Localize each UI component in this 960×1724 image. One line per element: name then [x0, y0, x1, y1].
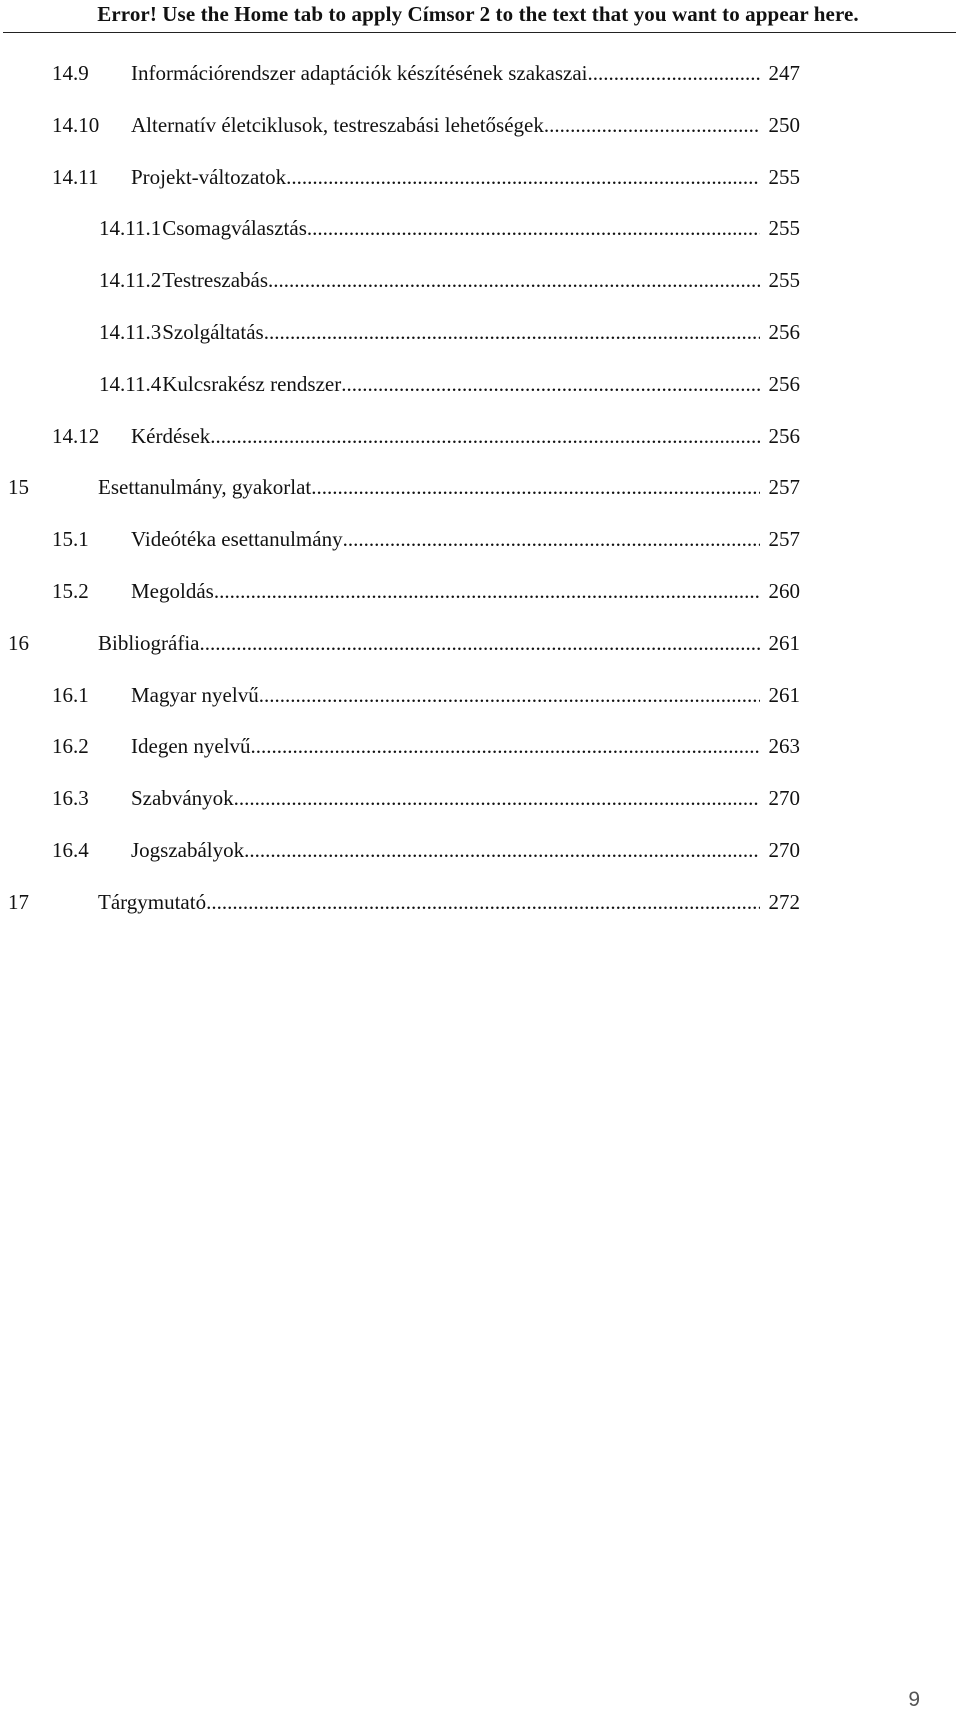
toc-leader-dots	[264, 318, 760, 346]
toc-entry-number: 14.11.4	[99, 372, 162, 396]
toc-entry-title-wrap	[131, 422, 760, 450]
toc-entry-number: 16.4	[52, 838, 89, 862]
toc-entry-title-wrap	[131, 681, 760, 709]
toc-entry[interactable]	[0, 784, 960, 812]
toc-leader-dots	[234, 784, 760, 812]
toc-entry-page: 255	[768, 165, 800, 189]
page-header	[0, 0, 960, 34]
toc-entry-number: 15.1	[52, 527, 89, 551]
toc-entry-page: 263	[768, 734, 800, 758]
toc-entry-title: Jogszabályok	[131, 838, 245, 862]
toc-entry-title: Szabványok	[131, 786, 234, 810]
header-rule	[3, 32, 956, 33]
toc-entry-title-wrap	[131, 836, 760, 864]
toc-entry-number: 14.9	[52, 61, 89, 85]
toc-entry-title: Alternatív életciklusok, testreszabási lehetőségek	[131, 113, 544, 137]
toc-entry-page: 261	[768, 631, 800, 655]
toc-entry-page: 256	[768, 372, 800, 396]
toc-entry-title-wrap	[162, 214, 760, 242]
toc-entry-title-wrap	[131, 577, 760, 605]
toc-entry-title: Információrendszer adaptációk készítésének szakaszai	[131, 61, 588, 85]
toc-entry[interactable]	[0, 473, 960, 501]
toc-entry-title-wrap	[162, 266, 760, 294]
toc-leader-dots	[199, 629, 760, 657]
toc-leader-dots	[588, 59, 760, 87]
toc-leader-dots	[286, 163, 760, 191]
toc-entry-title-wrap	[98, 888, 760, 916]
toc-entry-title-wrap	[131, 525, 760, 553]
toc-entry-page: 257	[768, 475, 800, 499]
toc-entry-title: Testreszabás	[162, 268, 269, 292]
toc-entry-page: 261	[768, 683, 800, 707]
toc-entry-title: Bibliográfia	[98, 631, 200, 655]
toc-entry-title-wrap	[98, 473, 760, 501]
toc-entry-number: 15.2	[52, 579, 89, 603]
toc-entry-number: 14.12	[52, 424, 100, 448]
toc-entry-title: Esettanulmány, gyakorlat	[98, 475, 312, 499]
toc-entry[interactable]	[0, 525, 960, 553]
toc-entry-page: 255	[768, 216, 800, 240]
toc-entry-page: 250	[768, 113, 800, 137]
toc-entry-number: 14.10	[52, 113, 100, 137]
toc-entry-page: 272	[768, 890, 800, 914]
toc-leader-dots	[544, 111, 760, 139]
toc-leader-dots	[214, 577, 760, 605]
toc-entry-title-wrap	[162, 318, 760, 346]
toc-entry[interactable]	[0, 370, 960, 398]
toc-leader-dots	[307, 214, 760, 242]
toc-entry-number: 16.1	[52, 683, 89, 707]
toc-entry-title: Szolgáltatás	[162, 320, 264, 344]
header-title: Error! Use the Home tab to apply Címsor 2 to the text that you want to appear here.	[97, 2, 859, 26]
toc-leader-dots	[343, 525, 760, 553]
toc-entry-title-wrap	[131, 111, 760, 139]
toc-entry[interactable]	[0, 214, 960, 242]
toc-leader-dots	[341, 370, 760, 398]
toc-entry-page: 270	[768, 838, 800, 862]
toc-entry-title-wrap	[98, 629, 760, 657]
toc-entry-number: 14.11.2	[99, 268, 162, 292]
toc-leader-dots	[244, 836, 760, 864]
toc-leader-dots	[251, 732, 760, 760]
toc-entry-title-wrap	[162, 370, 760, 398]
toc-leader-dots	[210, 422, 760, 450]
toc-entry[interactable]	[0, 577, 960, 605]
toc-entry-number: 15	[8, 475, 29, 499]
toc-entry[interactable]	[0, 422, 960, 450]
toc-entry[interactable]	[0, 836, 960, 864]
toc-entry[interactable]	[0, 681, 960, 709]
toc-entry[interactable]	[0, 888, 960, 916]
toc-entry-number: 14.11	[52, 165, 99, 189]
toc-entry-number: 17	[8, 890, 29, 914]
toc-entry-page: 255	[768, 268, 800, 292]
toc-entry-number: 16.3	[52, 786, 89, 810]
toc-entry-page: 260	[768, 579, 800, 603]
toc-entry-title: Kérdések	[131, 424, 211, 448]
toc-entry-title: Videótéka esettanulmány	[131, 527, 343, 551]
toc-entry-title-wrap	[131, 163, 760, 191]
toc-entry-page: 257	[768, 527, 800, 551]
toc-entry[interactable]	[0, 266, 960, 294]
toc-entry-title: Magyar nyelvű	[131, 683, 259, 707]
toc-entry-page: 270	[768, 786, 800, 810]
toc-entry-number: 16	[8, 631, 29, 655]
toc-entry-title-wrap	[131, 59, 760, 87]
toc-entry[interactable]	[0, 59, 960, 87]
toc-entry[interactable]	[0, 629, 960, 657]
toc-entry[interactable]	[0, 318, 960, 346]
toc-entry-page: 256	[768, 320, 800, 344]
toc-leader-dots	[259, 681, 760, 709]
toc-entry[interactable]	[0, 111, 960, 139]
toc-entry-title: Projekt-változatok	[131, 165, 287, 189]
toc-entry-page: 256	[768, 424, 800, 448]
toc-entry-title-wrap	[131, 784, 760, 812]
toc-entry[interactable]	[0, 163, 960, 191]
toc-leader-dots	[311, 473, 760, 501]
toc-entry-title: Kulcsrakész rendszer	[162, 372, 342, 396]
toc-entry-page: 247	[768, 61, 800, 85]
toc-entry[interactable]	[0, 732, 960, 760]
toc-entry-number: 14.11.1	[99, 216, 162, 240]
page-number: 9	[908, 1688, 920, 1711]
toc-leader-dots	[206, 888, 760, 916]
toc-entry-title: Tárgymutató	[98, 890, 207, 914]
toc-entry-title: Megoldás	[131, 579, 214, 603]
toc-leader-dots	[268, 266, 760, 294]
toc-entry-title: Csomagválasztás	[162, 216, 307, 240]
toc-entry-title-wrap	[131, 732, 760, 760]
toc-entry-number: 16.2	[52, 734, 89, 758]
toc-entry-title: Idegen nyelvű	[131, 734, 251, 758]
toc-entry-number: 14.11.3	[99, 320, 162, 344]
